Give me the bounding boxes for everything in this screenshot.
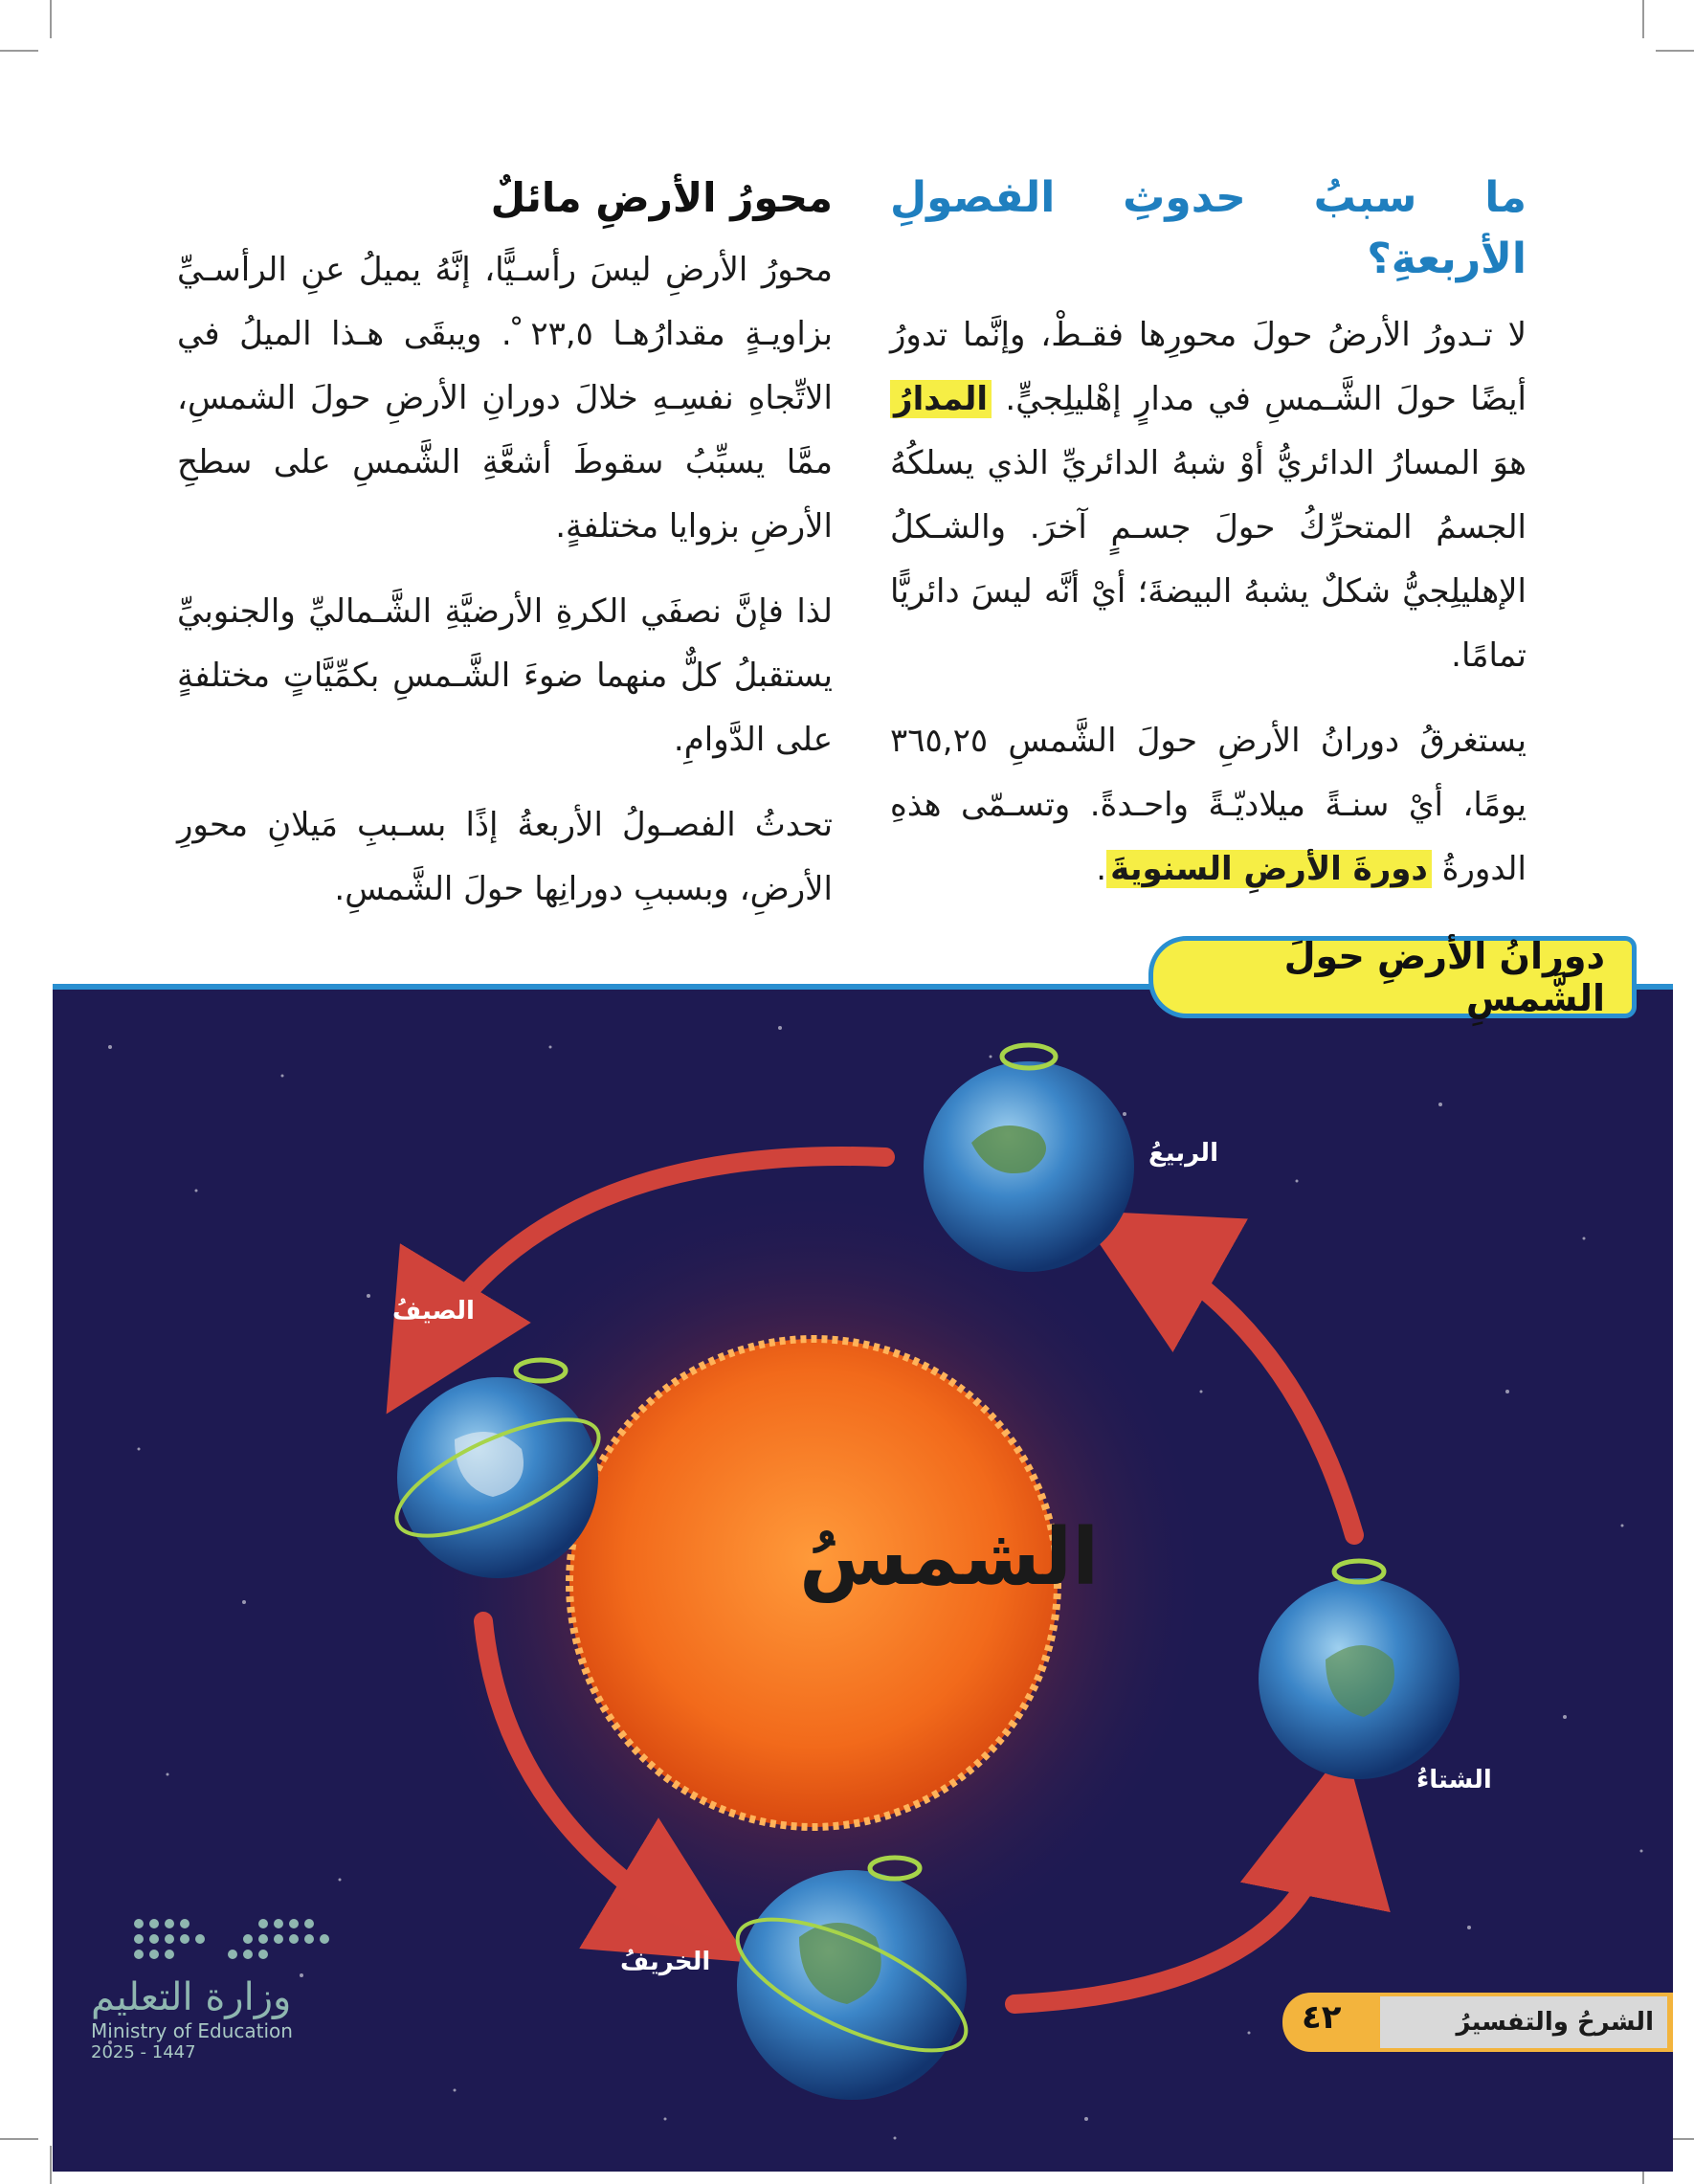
page-number: ٤٢ [1302, 1998, 1342, 2037]
ministry-name-en: Ministry of Education [91, 2019, 293, 2042]
season-label-autumn: الخريفُ [620, 1948, 711, 1976]
section-label: الشرحُ والتفسيرُ [1380, 1996, 1667, 2048]
left-column [177, 167, 833, 943]
axis-tilt-paragraph: محورُ الأرضِ ليسَ رأسـيًّا، إنَّهُ يميلُ عنِ الرأسـيِّ بزاويـةٍ مقدارُهـا ٢٣,٥ ْ. ويبقَى هـذا الميلُ في الاتِّجاهِ نفسِـهِ خلالَ دورانِ الأرضِ حولَ الشمسِ، ممَّا يسبِّبُ سقوطَ أشعَّةِ الشَّمسِ على سطحِ الأرضِ بزوايا مختلفةٍ. [177, 251, 833, 546]
season-label-summer: الصيفُ [392, 1297, 475, 1326]
figure-title-banner [1148, 936, 1637, 1018]
earth-spring [924, 1045, 1134, 1272]
section-heading-axis: محورُ الأرضِ مائلٌ [490, 174, 833, 221]
section-heading-seasons: ما سببُ حدوثِ الفصولِ الأربعةِ؟ [890, 173, 1527, 283]
ministry-name-ar: وزارة التعليم [91, 1975, 292, 2019]
revolution-term-highlight: دورةَ الأرضِ السنويةَ [1106, 850, 1432, 888]
earth-winter [1259, 1561, 1460, 1779]
right-column [890, 167, 1527, 923]
figure-title: دورانُ الأرضِ حولَ الشَّمسِ [1283, 935, 1605, 1019]
orbit-paragraph [890, 303, 1527, 688]
revolution-text-b: . [1096, 850, 1107, 888]
crop-mark [1642, 0, 1644, 38]
orbit-term-highlight: المدارُ [890, 380, 992, 418]
crop-mark [50, 0, 52, 38]
crop-mark [1656, 50, 1694, 52]
sun-label: الشمسُ [799, 1512, 1100, 1603]
crop-mark [0, 50, 38, 52]
crop-mark [0, 2138, 38, 2140]
season-label-winter: الشتاءُ [1416, 1766, 1492, 1794]
seasons-cause-paragraph: تحدثُ الفصـولُ الأربعةُ إذًا بسـببِ مَيلانِ محورِ الأرضِ، وبسببِ دورانِها حولَ الشَّمسِ. [177, 806, 833, 908]
revolution-paragraph [890, 709, 1527, 902]
crop-mark [50, 2146, 52, 2184]
page-footer-tab [1282, 1993, 1673, 2052]
revolution-text-a: يستغرقُ دورانُ الأرضِ حولَ الشَّمسِ ٣٦٥,٢٥ يومًا، أيْ سنـةً ميلاديّـةً واحـدةً. وتسـمّى هذهِ الدورةُ [890, 722, 1527, 888]
hemispheres-paragraph: لذا فإنَّ نصفَي الكرةِ الأرضيَّةِ الشَّـماليِّ والجنوبيِّ يستقبلُ كلٌّ منهما ضوءَ الشَّـمسِ بكمِّيَّاتٍ مختلفةٍ على الدَّوامِ. [177, 592, 833, 759]
orbit-text-b: هوَ المسارُ الدائريُّ أوْ شبهُ الدائريِّ الذي يسلكُهُ الجسمُ المتحرِّكُ حولَ جسـمٍ آخرَ. والشـكلُ الإهليلِجيُّ شكلٌ يشبهُ البيضةَ؛ أيْ أنَّه ليسَ دائريًّا تمامًا. [890, 444, 1527, 675]
ministry-logo-icon [129, 1914, 340, 1972]
season-label-spring: الربيعُ [1148, 1139, 1218, 1168]
ministry-logo [91, 1914, 340, 2062]
orbit-text-a: لا تـدورُ الأرضُ حولَ محورِها فقـطْ، وإنَّما تدورُ أيضًا حولَ الشَّـمسِ في مدارٍ إهْليلِجيٍّ. [890, 316, 1527, 418]
ministry-year: 2025 - 1447 [91, 2042, 196, 2062]
